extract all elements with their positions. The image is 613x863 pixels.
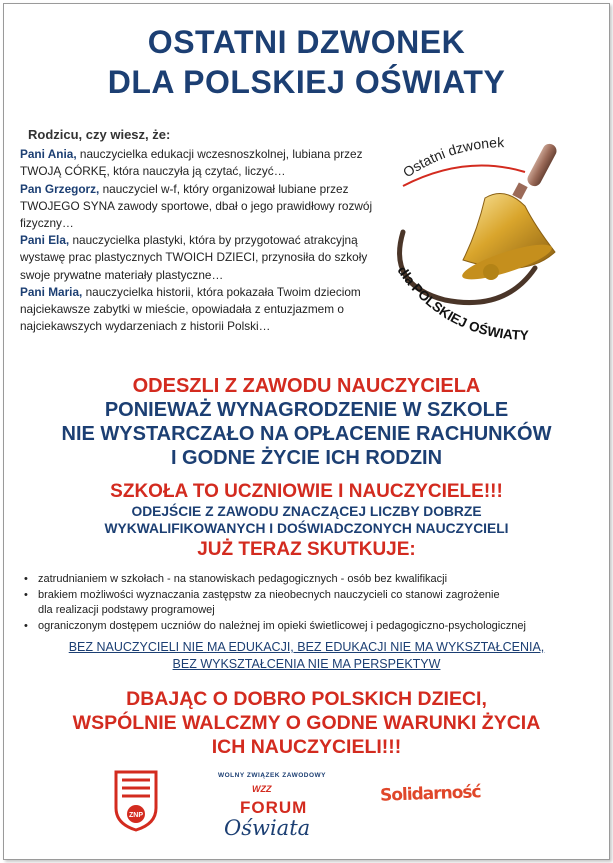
motto-line-2: BEZ WYKSZTAŁCENIA NIE MA PERSPEKTYW xyxy=(172,657,441,671)
list-item: • brakiem możliwości wyznaczania zastępstw za nieobecnych nauczycieli co stanowi zagrożenie xyxy=(24,588,594,604)
intro-item-name: Pani Ania, xyxy=(20,147,77,162)
intro-item-name: Pani Maria, xyxy=(20,284,83,299)
section1-line-3: NIE WYSTARCZAŁO NA OPŁACENIE RACHUNKÓW xyxy=(61,423,552,445)
intro-item-ela xyxy=(20,232,380,284)
section-call-to-action xyxy=(0,687,613,759)
section1-line-4: I GODNE ŻYCIE ICH RODZIN xyxy=(170,447,443,469)
forum-logo-wzz: WZZ xyxy=(252,784,272,794)
section1-line-2: PONIEWAŻ WYNAGRODZENIE W SZKOLE xyxy=(104,399,509,421)
motto xyxy=(0,639,613,673)
znp-logo-text: ZNP xyxy=(129,812,143,819)
intro-item-maria xyxy=(20,284,380,336)
section-left-profession xyxy=(0,374,613,470)
logos-row xyxy=(0,762,613,847)
poster-title xyxy=(0,22,613,102)
forum-logo-main: FORUM xyxy=(240,798,308,817)
bell-logo-top-text: Ostatni dzwonek xyxy=(399,134,505,181)
section3-line-1: DBAJĄC O DOBRO POLSKICH DZIECI, xyxy=(126,688,487,710)
intro-item-text: nauczycielka plastyki, która by przygotować atrakcyjną wystawę prac plastycznych TWOICH DZIECI, przynosiła do szkoły swoje prywatne materiały plastyczne… xyxy=(20,233,368,282)
section2-line-3: WYKWALIFIKOWANYCH I DOŚWIADCZONYCH NAUCZYCIELI xyxy=(104,521,509,536)
intro-item-name: Pani Ela, xyxy=(20,233,70,248)
intro-item-text: nauczyciel w-f, który organizował lubiane przez TWOJEGO SYNA zawody sportowe, dbał o jego prawidłowy rozwój fizyczny… xyxy=(20,181,373,231)
intro-text xyxy=(20,126,380,335)
section-consequences xyxy=(0,480,613,563)
bell-icon xyxy=(459,141,559,286)
motto-line-1: BEZ NAUCZYCIELI NIE MA EDUKACJI, BEZ EDUKACJI NIE MA WYKSZTAŁCENIA, xyxy=(68,640,545,654)
intro-lead: Rodzicu, czy wiesz, że: xyxy=(28,127,171,142)
consequence-list xyxy=(24,572,594,634)
list-item-continuation: dla realizacji podstawy programowej xyxy=(38,604,215,616)
intro-item-ania xyxy=(20,146,380,180)
section2-line-1: SZKOŁA TO UCZNIOWIE I NAUCZYCIELE!!! xyxy=(110,481,503,502)
list-item: • ograniczonym dostępem uczniów do należnej im opieki świetlicowej i pedagogiczno-psychologicznej xyxy=(24,619,594,635)
section2-line-2: ODEJŚCIE Z ZAWODU ZNACZĄCEJ LICZBY DOBRZE xyxy=(131,504,482,519)
forum-logo-script: Oświata xyxy=(224,816,311,840)
title-line-1: OSTATNI DZWONEK xyxy=(147,24,466,60)
section1-line-1: ODESZLI Z ZAWODU NAUCZYCIELA xyxy=(132,375,481,397)
znp-logo xyxy=(110,768,162,832)
solidarnosc-logo-text: Solidarność xyxy=(379,782,481,806)
intro-item-text: nauczycielka historii, która pokazała Twoim dzieciom najciekawsze zabytki w mieście, opowiadała z entuzjazmem o najciekawszych wydarzeniach z historii Polski… xyxy=(20,284,361,334)
section3-line-3: ICH NAUCZYCIELI!!! xyxy=(211,736,402,758)
section3-line-2: WSPÓLNIE WALCZMY O GODNE WARUNKI ŻYCIA xyxy=(72,712,541,734)
title-line-2: DLA POLSKIEJ OŚWIATY xyxy=(107,64,506,100)
bell-logo-bottom-text: dla POLSKIEJ OŚWIATY xyxy=(394,263,529,343)
intro-item-grzegorz xyxy=(20,181,380,233)
section2-line-4: JUŻ TERAZ SKUTKUJE: xyxy=(197,539,416,560)
intro-item-text: nauczycielka edukacji wczesnoszkolnej, lubiana przez TWOJĄ CÓRKĘ, która nauczyła ją czytać, liczyć… xyxy=(20,147,363,179)
forum-logo-small-text: WOLNY ZWIĄZEK ZAWODOWY xyxy=(217,772,326,779)
forum-oswiata-logo xyxy=(212,764,352,844)
list-item: • zatrudnianiem w szkołach - na stanowiskach pedagogicznych - osób bez kwalifikacji xyxy=(24,572,594,588)
bell-logo xyxy=(385,120,595,370)
intro-item-name: Pan Grzegorz, xyxy=(20,181,100,196)
solidarnosc-logo xyxy=(380,784,500,824)
